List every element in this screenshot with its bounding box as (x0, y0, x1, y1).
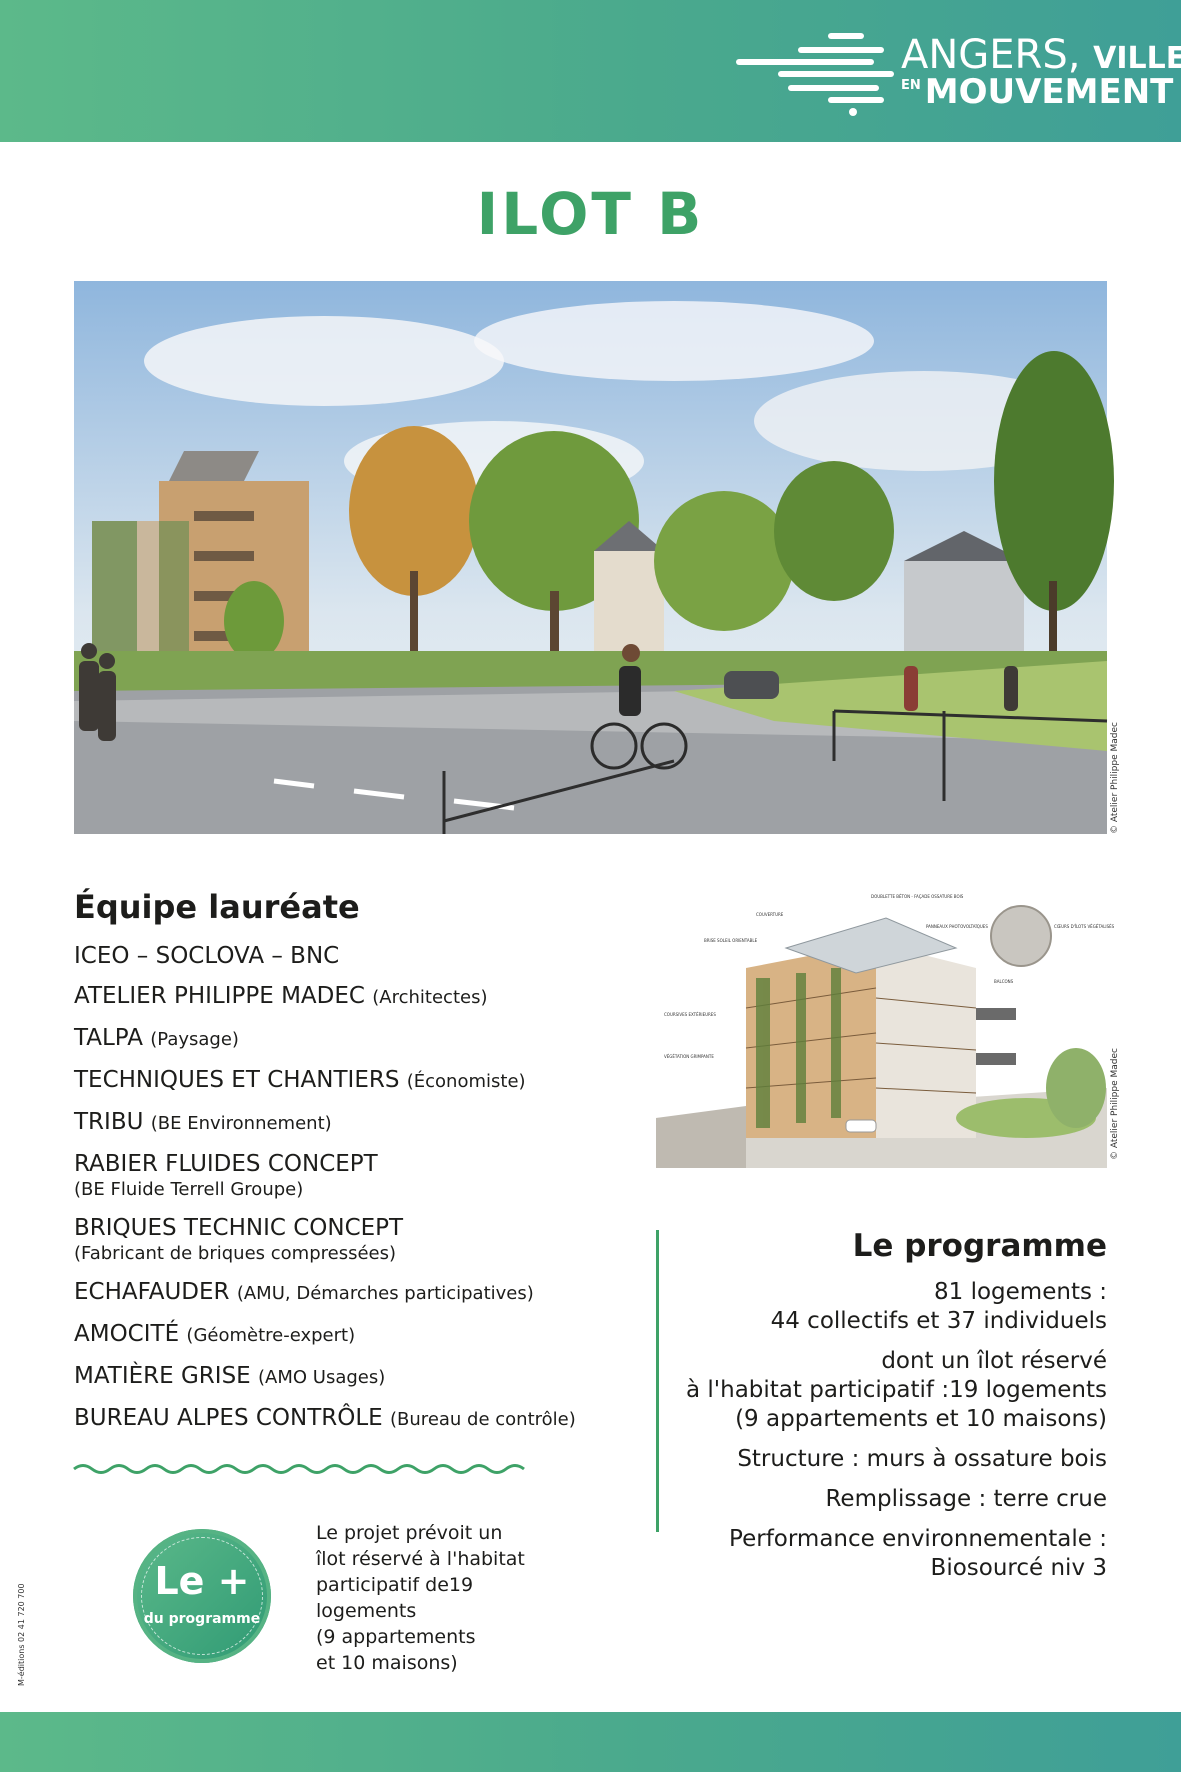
photo-credit: © Atelier Philippe Madec (1110, 722, 1120, 834)
team-member: TALPA (Paysage) (74, 1025, 239, 1051)
programme-heading: Le programme (852, 1228, 1107, 1264)
programme-block: Remplissage : terre crue (825, 1486, 1107, 1512)
programme-details (667, 1278, 1107, 1594)
diagram-label: CŒURS D'ÎLOTS VÉGÉTALISÉS (1054, 924, 1115, 929)
diagram-label: DOUBLETTE BÉTON - FAÇADE OSSATURE BOIS (871, 894, 964, 899)
team-heading: Équipe lauréate (74, 888, 360, 926)
diagram-label: BRISE SOLEIL ORIENTABLE (704, 938, 758, 943)
team-member: ECHAFAUDER (AMU, Démarches participatives) (74, 1279, 534, 1305)
programme-block: 81 logements : 44 collectifs et 37 individuels (770, 1279, 1107, 1334)
footer-bar (0, 1712, 1181, 1772)
team-member: ICEO – SOCLOVA – BNC (74, 943, 340, 969)
diagram-label: VÉGÉTATION GRIMPANTE (664, 1054, 714, 1059)
team-member: RABIER FLUIDES CONCEPT (BE Fluide Terrell Groupe) (74, 1151, 378, 1200)
team-member: BRIQUES TECHNIC CONCEPT (Fabricant de briques compressées) (74, 1215, 404, 1264)
brand-line-2: EN MOUVEMENT (901, 72, 1174, 112)
team-member: TRIBU (BE Environnement) (74, 1109, 332, 1135)
team-member: MATIÈRE GRISE (AMO Usages) (74, 1363, 386, 1389)
diagram-label: BALCONS (994, 979, 1014, 984)
le-plus-text: Le projet prévoit un îlot réservé à l'habitat participatif de19 logements (9 appartements et 10 maisons) (316, 1522, 525, 1674)
printer-credit: M-éditions 02 41 720 700 (17, 1583, 26, 1686)
header-bar (0, 0, 1186, 142)
team-list (74, 942, 634, 1446)
diagram-credit: © Atelier Philippe Madec (1110, 1048, 1120, 1160)
team-member: TECHNIQUES ET CHANTIERS (Économiste) (74, 1067, 526, 1093)
team-member: ATELIER PHILIPPE MADEC (Architectes) (74, 983, 488, 1009)
diagram-label: COURSIVES EXTÉRIEURES (664, 1012, 716, 1017)
diagram-label: COUVERTURE (756, 912, 784, 917)
street-scene-illustration (74, 281, 1107, 834)
programme-divider (656, 1230, 659, 1532)
angers-logo[interactable] (731, 28, 1186, 118)
project-render-photo (74, 281, 1107, 834)
wavy-divider (74, 1462, 518, 1476)
programme-block: Performance environnementale : Biosourcé niv 3 (729, 1526, 1107, 1581)
le-plus-badge: Le + du programme (133, 1529, 271, 1663)
team-member: BUREAU ALPES CONTRÔLE (Bureau de contrôle) (74, 1405, 576, 1431)
team-member: AMOCITÉ (Géomètre-expert) (74, 1321, 356, 1347)
programme-block: dont un îlot réservé à l'habitat participatif :19 logements (9 appartements et 10 maisons) (686, 1348, 1107, 1432)
speed-lines-icon (731, 28, 901, 118)
brand-line-1: ANGERS, VILLE (901, 32, 1186, 78)
page-title: ILOT B (476, 180, 705, 248)
diagram-label: PANNEAUX PHOTOVOLTAÏQUES (926, 924, 988, 929)
programme-block: Structure : murs à ossature bois (737, 1446, 1107, 1472)
